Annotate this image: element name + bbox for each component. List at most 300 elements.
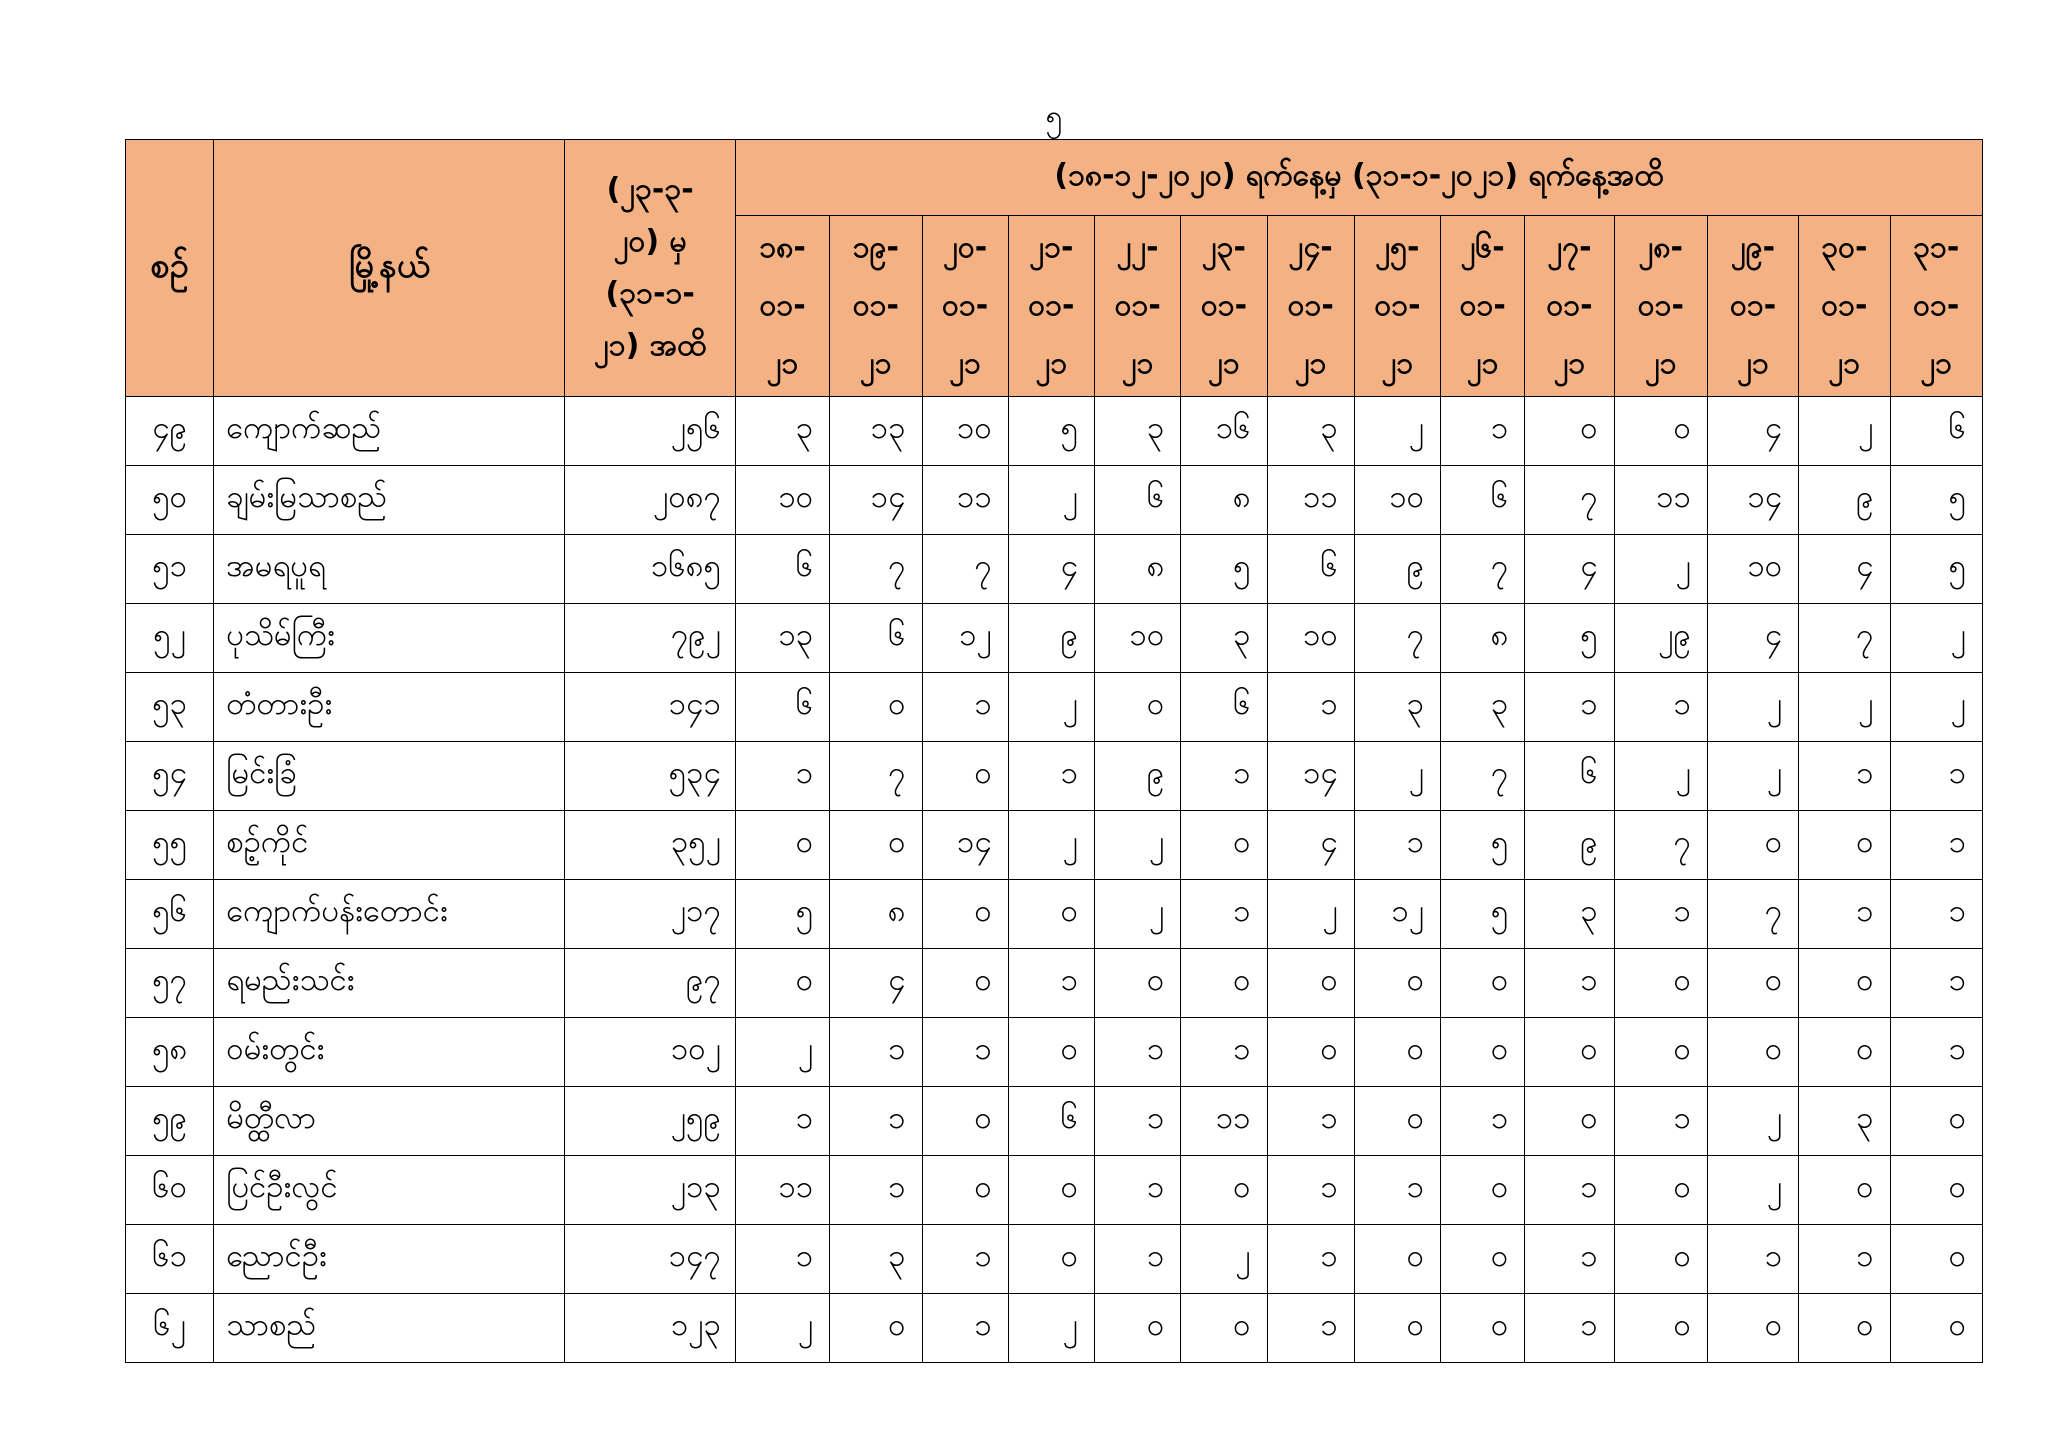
township-name: မိတ္ထီလာ bbox=[214, 1087, 565, 1156]
daily-cases: ၀ bbox=[1799, 1294, 1890, 1363]
header-date-line: ၀၁- bbox=[1546, 288, 1593, 323]
total-cases: ၅၃၄ bbox=[565, 742, 736, 811]
total-cases: ၇၉၂ bbox=[565, 604, 736, 673]
row-number: ၅၉ bbox=[126, 1087, 214, 1156]
daily-cases: ၁၁ bbox=[1267, 466, 1354, 535]
daily-cases: ၃ bbox=[1267, 397, 1354, 466]
daily-cases: ၂ bbox=[1614, 535, 1707, 604]
header-date-line: ၀၁- bbox=[1821, 288, 1868, 323]
header-date-line: ၂၃- bbox=[1201, 230, 1246, 265]
daily-cases: ၀ bbox=[1441, 1018, 1525, 1087]
daily-cases: ၁ bbox=[1707, 1225, 1798, 1294]
daily-cases: ၄ bbox=[830, 949, 922, 1018]
header-date-line: ၂၉- bbox=[1731, 230, 1776, 265]
daily-cases: ၁ bbox=[1525, 1294, 1614, 1363]
daily-cases: ၁၄ bbox=[830, 466, 922, 535]
daily-cases: ၇ bbox=[830, 535, 922, 604]
daily-cases: ၁ bbox=[1095, 1156, 1181, 1225]
daily-cases: ၀ bbox=[1008, 1018, 1094, 1087]
daily-cases: ၁ bbox=[1354, 811, 1440, 880]
header-date-line: ၀၁- bbox=[1287, 288, 1334, 323]
table-row bbox=[126, 466, 1983, 535]
total-cases: ၂၅၉ bbox=[565, 1087, 736, 1156]
header-date-line: ၁၈- bbox=[759, 230, 806, 265]
daily-cases: ၉ bbox=[1799, 466, 1890, 535]
daily-cases: ၅ bbox=[1890, 535, 1983, 604]
header-date-line: ၂၁ bbox=[766, 346, 799, 381]
daily-cases: ၂ bbox=[1890, 673, 1983, 742]
daily-cases: ၂ bbox=[1008, 466, 1094, 535]
daily-cases: ၁ bbox=[1890, 949, 1983, 1018]
table-row bbox=[126, 1294, 1983, 1363]
daily-cases: ၀ bbox=[1614, 1156, 1707, 1225]
daily-cases: ၀ bbox=[1707, 949, 1798, 1018]
daily-cases: ၁ bbox=[735, 1087, 829, 1156]
row-number: ၅၂ bbox=[126, 604, 214, 673]
daily-cases: ၁ bbox=[735, 742, 829, 811]
header-total-line: ၂၀) မှ bbox=[613, 224, 687, 259]
row-number: ၅၀ bbox=[126, 466, 214, 535]
header-date bbox=[1525, 216, 1614, 397]
township-name: ပြင်ဦးလွင် bbox=[214, 1156, 565, 1225]
township-name: ညောင်ဦး bbox=[214, 1225, 565, 1294]
daily-cases: ၀ bbox=[1799, 1018, 1890, 1087]
daily-cases: ၀ bbox=[1008, 1156, 1094, 1225]
header-date bbox=[1707, 216, 1798, 397]
daily-cases: ၅ bbox=[735, 880, 829, 949]
daily-cases: ၀ bbox=[1441, 949, 1525, 1018]
table-row bbox=[126, 397, 1983, 466]
daily-cases: ၀ bbox=[922, 1156, 1008, 1225]
daily-cases: ၀ bbox=[1354, 1018, 1440, 1087]
daily-cases: ၁၀ bbox=[1095, 604, 1181, 673]
daily-cases: ၁၄ bbox=[1707, 466, 1798, 535]
daily-cases: ၁ bbox=[1890, 811, 1983, 880]
daily-cases: ၁ bbox=[830, 1156, 922, 1225]
daily-cases: ၂ bbox=[1267, 880, 1354, 949]
daily-cases: ၀ bbox=[922, 742, 1008, 811]
total-cases: ၉၇ bbox=[565, 949, 736, 1018]
table-row bbox=[126, 880, 1983, 949]
table-row bbox=[126, 604, 1983, 673]
daily-cases: ၁ bbox=[1267, 1294, 1354, 1363]
daily-cases: ၀ bbox=[1441, 1225, 1525, 1294]
daily-cases: ၂ bbox=[1354, 397, 1440, 466]
daily-cases: ၆ bbox=[735, 673, 829, 742]
daily-cases: ၁၆ bbox=[1181, 397, 1267, 466]
daily-cases: ၈ bbox=[1441, 604, 1525, 673]
daily-cases: ၀ bbox=[1267, 949, 1354, 1018]
daily-cases: ၆ bbox=[830, 604, 922, 673]
row-number: ၄၉ bbox=[126, 397, 214, 466]
daily-cases: ၁ bbox=[1525, 1225, 1614, 1294]
daily-cases: ၁ bbox=[922, 1225, 1008, 1294]
daily-cases: ၁ bbox=[1799, 1225, 1890, 1294]
header-date-line: ၂၂- bbox=[1116, 230, 1159, 265]
table-row bbox=[126, 1018, 1983, 1087]
daily-cases: ၂ bbox=[1354, 742, 1440, 811]
daily-cases: ၆ bbox=[1095, 466, 1181, 535]
daily-cases: ၁ bbox=[1614, 673, 1707, 742]
daily-cases: ၉ bbox=[1525, 811, 1614, 880]
daily-cases: ၇ bbox=[1799, 604, 1890, 673]
header-date-line: ၂၁ bbox=[1381, 346, 1414, 381]
daily-cases: ၀ bbox=[1799, 949, 1890, 1018]
header-date-line: ၂၁ bbox=[949, 346, 981, 381]
daily-cases: ၀ bbox=[1707, 1294, 1798, 1363]
header-date-line: ၀၁- bbox=[759, 288, 806, 323]
header-date bbox=[1095, 216, 1181, 397]
daily-cases: ၀ bbox=[1525, 1018, 1614, 1087]
daily-cases: ၀ bbox=[1614, 949, 1707, 1018]
total-cases: ၁၂၃ bbox=[565, 1294, 736, 1363]
daily-cases: ၁ bbox=[1614, 880, 1707, 949]
daily-cases: ၁၂ bbox=[922, 604, 1008, 673]
daily-cases: ၈ bbox=[830, 880, 922, 949]
daily-cases: ၄ bbox=[1707, 604, 1798, 673]
header-date-line: ၀၁- bbox=[942, 288, 989, 323]
daily-cases: ၅ bbox=[1525, 604, 1614, 673]
daily-cases: ၁ bbox=[1799, 880, 1890, 949]
daily-cases: ၁ bbox=[1890, 1018, 1983, 1087]
daily-cases: ၁ bbox=[1267, 1087, 1354, 1156]
header-date-line: ၂၁ bbox=[1920, 346, 1953, 381]
header-date-line: ၂၁ bbox=[1553, 346, 1586, 381]
daily-cases: ၆ bbox=[1267, 535, 1354, 604]
daily-cases: ၂၉ bbox=[1614, 604, 1707, 673]
header-date-line: ၀၁- bbox=[1637, 288, 1684, 323]
daily-cases: ၄ bbox=[1267, 811, 1354, 880]
daily-cases: ၆ bbox=[1181, 673, 1267, 742]
township-name: သာစည် bbox=[214, 1294, 565, 1363]
daily-cases: ၁ bbox=[1799, 742, 1890, 811]
header-date-line: ၂၈- bbox=[1638, 230, 1683, 265]
daily-cases: ၅ bbox=[1890, 466, 1983, 535]
daily-cases: ၁ bbox=[1008, 742, 1094, 811]
table-row bbox=[126, 1156, 1983, 1225]
daily-cases: ၀ bbox=[1441, 1156, 1525, 1225]
daily-cases: ၇ bbox=[1525, 466, 1614, 535]
header-date-line: ၂၀- bbox=[943, 230, 988, 265]
header-date-line: ၂၆- bbox=[1460, 230, 1505, 265]
daily-cases: ၁ bbox=[922, 673, 1008, 742]
daily-cases: ၁၀ bbox=[922, 397, 1008, 466]
daily-cases: ၀ bbox=[1354, 949, 1440, 1018]
daily-cases: ၀ bbox=[830, 673, 922, 742]
daily-cases: ၂ bbox=[1181, 1225, 1267, 1294]
daily-cases: ၆ bbox=[1525, 742, 1614, 811]
daily-cases: ၆ bbox=[1890, 397, 1983, 466]
daily-cases: ၀ bbox=[1441, 1294, 1525, 1363]
header-date-line: ၁၉- bbox=[852, 230, 899, 265]
daily-cases: ၁၁ bbox=[1181, 1087, 1267, 1156]
daily-cases: ၀ bbox=[1890, 1225, 1983, 1294]
daily-cases: ၀ bbox=[1614, 1018, 1707, 1087]
header-date-line: ၀၁- bbox=[1200, 288, 1248, 323]
table-row bbox=[126, 673, 1983, 742]
header-date-line: ၂၁ bbox=[1466, 346, 1499, 381]
header-date bbox=[1181, 216, 1267, 397]
total-cases: ၁၆၈၅ bbox=[565, 535, 736, 604]
daily-cases: ၁၃ bbox=[830, 397, 922, 466]
daily-cases: ၁၀ bbox=[1267, 604, 1354, 673]
daily-cases: ၅ bbox=[1181, 535, 1267, 604]
header-date-line: ၂၁ bbox=[1644, 346, 1677, 381]
daily-cases: ၆ bbox=[1441, 466, 1525, 535]
daily-cases: ၀ bbox=[1525, 397, 1614, 466]
daily-cases: ၃ bbox=[1799, 1087, 1890, 1156]
header-date bbox=[1441, 216, 1525, 397]
header-date bbox=[1354, 216, 1440, 397]
header-date bbox=[1890, 216, 1983, 397]
total-cases: ၂၁၃ bbox=[565, 1156, 736, 1225]
table-row bbox=[126, 535, 1983, 604]
daily-cases: ၂ bbox=[1707, 1087, 1798, 1156]
daily-cases: ၁၃ bbox=[735, 604, 829, 673]
total-cases: ၂၅၆ bbox=[565, 397, 736, 466]
daily-cases: ၁၀ bbox=[1707, 535, 1798, 604]
total-cases: ၁၀၂ bbox=[565, 1018, 736, 1087]
row-number: ၆၂ bbox=[126, 1294, 214, 1363]
daily-cases: ၀ bbox=[735, 949, 829, 1018]
daily-cases: ၂ bbox=[1008, 673, 1094, 742]
table-row bbox=[126, 949, 1983, 1018]
header-total-line: (၂၃-၃- bbox=[606, 172, 694, 207]
daily-cases: ၇ bbox=[1441, 535, 1525, 604]
daily-cases: ၂ bbox=[1707, 673, 1798, 742]
daily-cases: ၀ bbox=[1614, 1294, 1707, 1363]
header-township: မြို့နယ် bbox=[214, 140, 565, 397]
header-date bbox=[830, 216, 922, 397]
daily-cases: ၂ bbox=[1614, 742, 1707, 811]
daily-cases: ၀ bbox=[1008, 880, 1094, 949]
daily-cases: ၁ bbox=[922, 1018, 1008, 1087]
daily-cases: ၀ bbox=[922, 1087, 1008, 1156]
daily-cases: ၀ bbox=[1354, 1294, 1440, 1363]
daily-cases: ၁ bbox=[1267, 673, 1354, 742]
header-date-line: ၀၁- bbox=[1028, 288, 1075, 323]
header-date-line: ၂၁ bbox=[860, 346, 892, 381]
row-number: ၅၃ bbox=[126, 673, 214, 742]
daily-cases: ၆ bbox=[1008, 1087, 1094, 1156]
daily-cases: ၁ bbox=[735, 1225, 829, 1294]
daily-cases: ၁၁ bbox=[922, 466, 1008, 535]
daily-cases: ၁ bbox=[830, 1018, 922, 1087]
header-date-line: ၀၁- bbox=[852, 288, 899, 323]
header-date bbox=[1614, 216, 1707, 397]
daily-cases: ၀ bbox=[1354, 1225, 1440, 1294]
row-number: ၅၆ bbox=[126, 880, 214, 949]
daily-cases: ၅ bbox=[1441, 880, 1525, 949]
daily-cases: ၀ bbox=[1181, 811, 1267, 880]
header-date-line: ၂၇- bbox=[1547, 230, 1592, 265]
table-row bbox=[126, 1087, 1983, 1156]
daily-cases: ၁ bbox=[1441, 397, 1525, 466]
township-name: စဉ့်ကိုင် bbox=[214, 811, 565, 880]
daily-cases: ၃ bbox=[1354, 673, 1440, 742]
daily-cases: ၆ bbox=[735, 535, 829, 604]
header-total-line: (၃၁-၁- bbox=[605, 276, 695, 311]
daily-cases: ၅ bbox=[1008, 397, 1094, 466]
header-date bbox=[735, 216, 829, 397]
daily-cases: ၀ bbox=[1614, 397, 1707, 466]
township-name: ဝမ်းတွင်း bbox=[214, 1018, 565, 1087]
daily-cases: ၁ bbox=[1890, 880, 1983, 949]
daily-cases: ၂ bbox=[1008, 1294, 1094, 1363]
daily-cases: ၄ bbox=[1525, 535, 1614, 604]
daily-cases: ၀ bbox=[1354, 1087, 1440, 1156]
header-date-line: ၂၁ bbox=[1828, 346, 1861, 381]
header-total bbox=[565, 140, 736, 397]
daily-cases: ၂ bbox=[1890, 604, 1983, 673]
daily-cases: ၂ bbox=[1799, 673, 1890, 742]
header-date-line: ၂၅- bbox=[1375, 230, 1420, 265]
daily-cases: ၁၂ bbox=[1354, 880, 1440, 949]
daily-cases: ၁ bbox=[1525, 949, 1614, 1018]
daily-cases: ၀ bbox=[1890, 1156, 1983, 1225]
daily-cases: ၂ bbox=[735, 1018, 829, 1087]
daily-cases: ၀ bbox=[1181, 1294, 1267, 1363]
daily-cases: ၃ bbox=[830, 1225, 922, 1294]
township-name: မြင်းခြံ bbox=[214, 742, 565, 811]
daily-cases: ၀ bbox=[1525, 1087, 1614, 1156]
daily-cases: ၅ bbox=[1441, 811, 1525, 880]
daily-cases: ၁ bbox=[1181, 1018, 1267, 1087]
header-date bbox=[1008, 216, 1094, 397]
daily-cases: ၁ bbox=[1008, 949, 1094, 1018]
daily-cases: ၁ bbox=[1354, 1156, 1440, 1225]
township-name: ချမ်းမြသာစည် bbox=[214, 466, 565, 535]
header-date bbox=[1799, 216, 1890, 397]
header-date-line: ၀၁- bbox=[1374, 288, 1421, 323]
header-date-line: ၃၁- bbox=[1913, 230, 1960, 265]
daily-cases: ၀ bbox=[1181, 1156, 1267, 1225]
daily-cases: ၇ bbox=[1707, 880, 1798, 949]
total-cases: ၁၄၁ bbox=[565, 673, 736, 742]
township-name: ကျောက်ပန်းတောင်း bbox=[214, 880, 565, 949]
township-name: တံတားဦး bbox=[214, 673, 565, 742]
header-date-line: ၂၁ bbox=[1737, 346, 1769, 381]
daily-cases: ၀ bbox=[922, 949, 1008, 1018]
daily-cases: ၁၀ bbox=[735, 466, 829, 535]
daily-cases: ၈ bbox=[1095, 535, 1181, 604]
daily-cases: ၁ bbox=[1614, 1087, 1707, 1156]
header-total-line: ၂၁) အထိ bbox=[594, 328, 707, 363]
header-date bbox=[1267, 216, 1354, 397]
daily-cases: ၀ bbox=[1799, 811, 1890, 880]
daily-cases: ၁၄ bbox=[1267, 742, 1354, 811]
daily-cases: ၄ bbox=[1707, 397, 1798, 466]
daily-cases: ၂ bbox=[1707, 1156, 1798, 1225]
township-name: ရမည်းသင်း bbox=[214, 949, 565, 1018]
header-date-line: ၀၁- bbox=[1459, 288, 1506, 323]
covid-case-table bbox=[125, 139, 1983, 1363]
total-cases: ၂၀၈၇ bbox=[565, 466, 736, 535]
daily-cases: ၁ bbox=[1525, 673, 1614, 742]
daily-cases: ၂ bbox=[1008, 811, 1094, 880]
row-number: ၅၇ bbox=[126, 949, 214, 1018]
header-date-line: ၂၁ bbox=[1121, 346, 1154, 381]
daily-cases: ၃ bbox=[1441, 673, 1525, 742]
daily-cases: ၇ bbox=[1354, 604, 1440, 673]
daily-cases: ၀ bbox=[735, 811, 829, 880]
header-date-line: ၂၄- bbox=[1288, 230, 1333, 265]
total-cases: ၂၁၇ bbox=[565, 880, 736, 949]
daily-cases: ၀ bbox=[1707, 1018, 1798, 1087]
header-date-line: ၂၁ bbox=[1208, 346, 1240, 381]
daily-cases: ၀ bbox=[1890, 1087, 1983, 1156]
header-date-line: ၂၁ bbox=[1294, 346, 1327, 381]
daily-cases: ၂ bbox=[1095, 811, 1181, 880]
table-row bbox=[126, 811, 1983, 880]
table-row bbox=[126, 742, 1983, 811]
daily-cases: ၁ bbox=[1267, 1225, 1354, 1294]
daily-cases: ၇ bbox=[830, 742, 922, 811]
daily-cases: ၀ bbox=[830, 1294, 922, 1363]
header-date-line: ၃၀- bbox=[1821, 230, 1868, 265]
daily-cases: ၀ bbox=[1181, 949, 1267, 1018]
daily-cases: ၁ bbox=[1095, 1225, 1181, 1294]
daily-cases: ၉ bbox=[1354, 535, 1440, 604]
daily-cases: ၀ bbox=[922, 880, 1008, 949]
header-date-line: ၀၁- bbox=[1114, 288, 1161, 323]
row-number: ၆၁ bbox=[126, 1225, 214, 1294]
daily-cases: ၄ bbox=[1799, 535, 1890, 604]
daily-cases: ၀ bbox=[1095, 673, 1181, 742]
daily-cases: ၂ bbox=[1799, 397, 1890, 466]
daily-cases: ၁ bbox=[1095, 1018, 1181, 1087]
daily-cases: ၂ bbox=[1095, 880, 1181, 949]
daily-cases: ၁ bbox=[1441, 1087, 1525, 1156]
township-name: ကျောက်ဆည် bbox=[214, 397, 565, 466]
daily-cases: ၂ bbox=[1707, 742, 1798, 811]
daily-cases: ၉ bbox=[1095, 742, 1181, 811]
table-row bbox=[126, 1225, 1983, 1294]
daily-cases: ၃ bbox=[735, 397, 829, 466]
daily-cases: ၁၄ bbox=[922, 811, 1008, 880]
daily-cases: ၀ bbox=[1890, 1294, 1983, 1363]
daily-cases: ၉ bbox=[1008, 604, 1094, 673]
row-number: ၅၁ bbox=[126, 535, 214, 604]
daily-cases: ၁ bbox=[922, 1294, 1008, 1363]
daily-cases: ၇ bbox=[922, 535, 1008, 604]
daily-cases: ၂ bbox=[735, 1294, 829, 1363]
row-number: ၅၈ bbox=[126, 1018, 214, 1087]
daily-cases: ၀ bbox=[1095, 1294, 1181, 1363]
daily-cases: ၄ bbox=[1008, 535, 1094, 604]
township-name: အမရပူရ bbox=[214, 535, 565, 604]
township-name: ပုသိမ်ကြီး bbox=[214, 604, 565, 673]
header-date-range: (၁၈-၁၂-၂၀၂၀) ရက်နေ့မှ (၃၁-၁-၂၀၂၁) ရက်နေ့အထိ bbox=[735, 140, 1982, 216]
daily-cases: ၃ bbox=[1525, 880, 1614, 949]
header-date-line: ၂၁- bbox=[1029, 230, 1074, 265]
daily-cases: ၁၁ bbox=[1614, 466, 1707, 535]
daily-cases: ၃ bbox=[1095, 397, 1181, 466]
header-no: စဉ် bbox=[126, 140, 214, 397]
page-number: ၅ bbox=[1045, 99, 1063, 134]
daily-cases: ၃ bbox=[1181, 604, 1267, 673]
daily-cases: ၁၁ bbox=[735, 1156, 829, 1225]
daily-cases: ၁ bbox=[1890, 742, 1983, 811]
header-date-line: ၀၁- bbox=[1913, 288, 1960, 323]
daily-cases: ၀ bbox=[1095, 949, 1181, 1018]
daily-cases: ၈ bbox=[1181, 466, 1267, 535]
row-number: ၆၀ bbox=[126, 1156, 214, 1225]
table-body bbox=[126, 397, 1983, 1363]
daily-cases: ၁ bbox=[1181, 742, 1267, 811]
header-date-line: ၀၁- bbox=[1729, 288, 1777, 323]
daily-cases: ၁ bbox=[1525, 1156, 1614, 1225]
